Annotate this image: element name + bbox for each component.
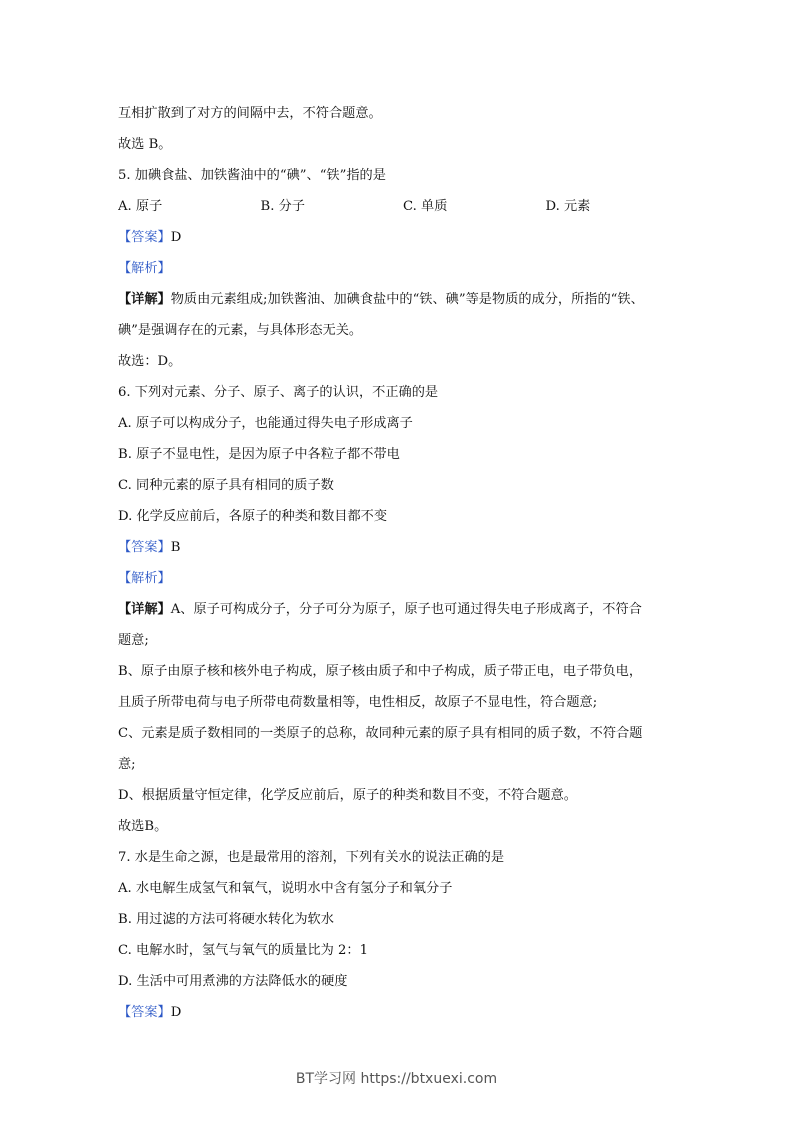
detail-tag: 【详解】 — [118, 292, 171, 307]
analysis-line — [118, 563, 688, 594]
option-c: C. 同种元素的原子具有相同的质子数 — [118, 478, 334, 493]
question-5: 5. 加碘食盐、加铁酱油中的“碘”、“铁”指的是 — [118, 168, 386, 183]
detail-text: 物质由元素组成;加铁酱油、加碘食盐中的“铁、碘”等是物质的成分，所指的“铁、 — [170, 292, 644, 307]
answer-line — [118, 222, 688, 253]
choose-line: 故选B。 — [118, 819, 168, 834]
option-d: D. 化学反应前后，各原子的种类和数目都不变 — [118, 509, 388, 524]
option-a: A. 原子 — [118, 199, 163, 214]
option-b: B. 原子不显电性，是因为原子中各粒子都不带电 — [118, 447, 400, 462]
choose-line: 故选 B。 — [118, 137, 172, 152]
analysis-line — [118, 253, 688, 284]
option-c: C. 电解水时，氢气与氧气的质量比为 2：1 — [118, 943, 368, 958]
answer-value: B — [170, 540, 181, 555]
option-b: B. 用过滤的方法可将硬水转化为软水 — [118, 912, 334, 927]
detail-line — [118, 284, 688, 315]
detail-tag: 【详解】 — [118, 602, 171, 617]
option-a: A. 原子可以构成分子，也能通过得失电子形成离子 — [118, 416, 413, 431]
text-line: 互相扩散到了对方的间隔中去，不符合题意。 — [118, 106, 382, 121]
detail-line — [118, 594, 688, 625]
detail-text: A、原子可构成分子，分子可分为原子，原子也可通过得失电子形成离子，不符合 — [170, 602, 642, 617]
answer-tag: 【答案】 — [118, 540, 171, 555]
analysis-tag: 【解析】 — [118, 261, 171, 276]
question-5-options — [118, 191, 688, 222]
answer-line — [118, 532, 688, 563]
answer-value: D — [170, 230, 182, 245]
detail-line: B、原子由原子核和核外电子构成，原子核由质子和中子构成，质子带正电，电子带负电， — [118, 664, 642, 679]
option-b: B. 分子 — [260, 199, 305, 214]
question-7: 7. 水是生命之源，也是最常用的溶剂，下列有关水的说法正确的是 — [118, 850, 505, 865]
footer-watermark: BT学习网 https://btxuexi.com — [295, 1071, 498, 1087]
detail-line: C、元素是质子数相同的一类原子的总称，故同种元素的原子具有相同的质子数，不符合题 — [118, 726, 643, 741]
option-d: D. 元素 — [545, 199, 591, 214]
answer-tag: 【答案】 — [118, 1005, 171, 1020]
choose-line: 故选：D。 — [118, 354, 182, 369]
analysis-tag: 【解析】 — [118, 571, 171, 586]
option-a: A. 水电解生成氢气和氧气，说明水中含有氢分子和氧分子 — [118, 881, 453, 896]
detail-line: 且质子所带电荷与电子所带电荷数量相等，电性相反，故原子不显电性，符合题意; — [118, 695, 598, 710]
detail-line: 题意; — [118, 633, 149, 648]
answer-line — [118, 997, 688, 1028]
answer-tag: 【答案】 — [118, 230, 171, 245]
option-d: D. 生活中可用煮沸的方法降低水的硬度 — [118, 974, 348, 989]
document-body — [118, 98, 688, 1028]
option-c: C. 单质 — [403, 199, 448, 214]
detail-line: 意; — [118, 757, 136, 772]
detail-line: 碘”是强调存在的元素，与具体形态无关。 — [118, 323, 363, 338]
question-6: 6. 下列对元素、分子、原子、离子的认识，不正确的是 — [118, 385, 439, 400]
detail-line: D、根据质量守恒定律，化学反应前后，原子的种类和数目不变，不符合题意。 — [118, 788, 577, 803]
answer-value: D — [170, 1005, 182, 1020]
